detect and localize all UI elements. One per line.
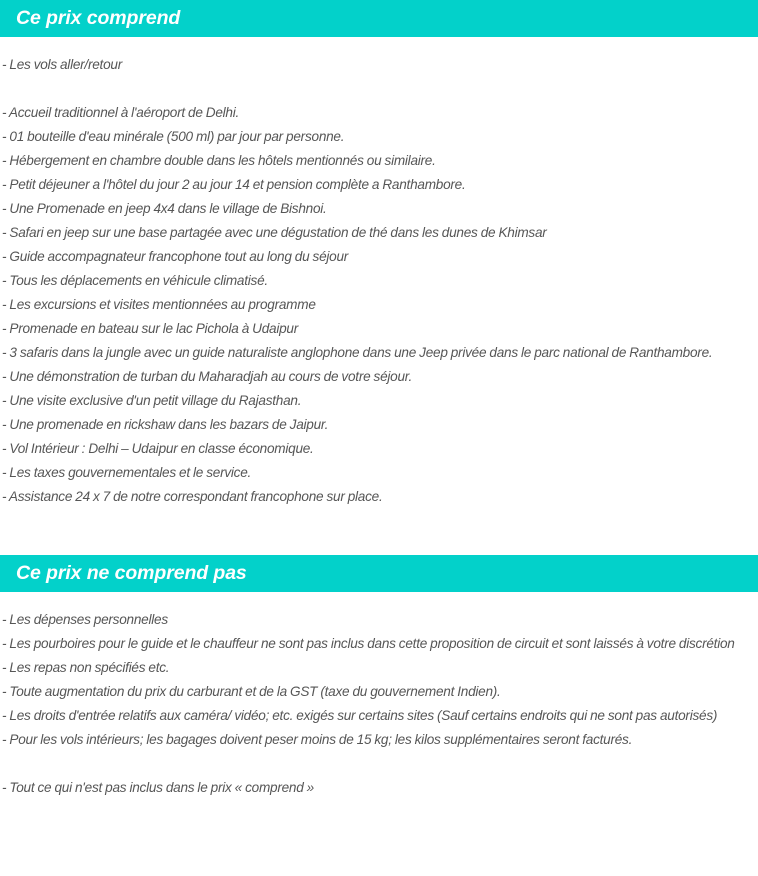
list-item: - Les pourboires pour le guide et le chauffeur ne sont pas inclus dans cette proposition de circuit et sont laissés à votre discrétion [2,636,735,651]
list-item: - Une Promenade en jeep 4x4 dans le village de Bishnoi. [2,201,327,216]
section-header-included [0,0,758,37]
section-title-not-included: Ce prix ne comprend pas [16,561,247,584]
paragraph-break [2,752,738,776]
paragraph-break [2,77,738,101]
section-header-not-included [0,555,758,592]
list-item: - Les taxes gouvernementales et le service. [2,465,252,480]
list-item: - Promenade en bateau sur le lac Pichola à Udaipur [2,321,298,336]
list-item: - Safari en jeep sur une base partagée avec une dégustation de thé dans les dunes de Khimsar [2,225,547,240]
list-item: - Guide accompagnateur francophone tout au long du séjour [2,249,349,264]
spacer [2,37,738,53]
section-title-included: Ce prix comprend [16,6,181,29]
section-body-included [0,37,758,509]
list-item: - Les droits d'entrée relatifs aux caméra/ vidéo; etc. exigés sur certains sites (Sauf certains endroits qui ne sont pas autorisés) [2,708,718,723]
list-item: - Une promenade en rickshaw dans les bazars de Jaipur. [2,417,329,432]
list-item: - Les repas non spécifiés etc. [2,660,170,675]
list-item: - Assistance 24 x 7 de notre correspondant francophone sur place. [2,489,383,504]
list-item: - Tous les déplacements en véhicule climatisé. [2,273,268,288]
list-item: - Les excursions et visites mentionnées au programme [2,297,316,312]
section-body-not-included [0,592,758,800]
list-item: - Vol Intérieur : Delhi – Udaipur en classe économique. [2,441,314,456]
list-item: - Petit déjeuner a l'hôtel du jour 2 au jour 14 et pension complète a Ranthambore. [2,177,466,192]
list-item: - Toute augmentation du prix du carburant et de la GST (taxe du gouvernement Indien). [2,684,501,699]
list-item: - Une visite exclusive d'un petit village du Rajasthan. [2,393,302,408]
list-item: - 3 safaris dans la jungle avec un guide naturaliste anglophone dans une Jeep privée dans le parc national de Ranthambore. [2,345,713,360]
list-item: - Tout ce qui n'est pas inclus dans le prix « comprend » [2,780,314,795]
list-item: - Une démonstration de turban du Maharadjah au cours de votre séjour. [2,369,413,384]
list-item: - Accueil traditionnel à l'aéroport de Delhi. [2,105,240,120]
list-item: - Les dépenses personnelles [2,612,168,627]
section-gap [0,509,758,555]
list-item: - Hébergement en chambre double dans les hôtels mentionnés ou similaire. [2,153,436,168]
list-item: - 01 bouteille d'eau minérale (500 ml) par jour par personne. [2,129,345,144]
list-item: - Les vols aller/retour [2,57,122,72]
list-item: - Pour les vols intérieurs; les bagages doivent peser moins de 15 kg; les kilos supplémentaires seront facturés. [2,732,633,747]
spacer [2,592,738,608]
